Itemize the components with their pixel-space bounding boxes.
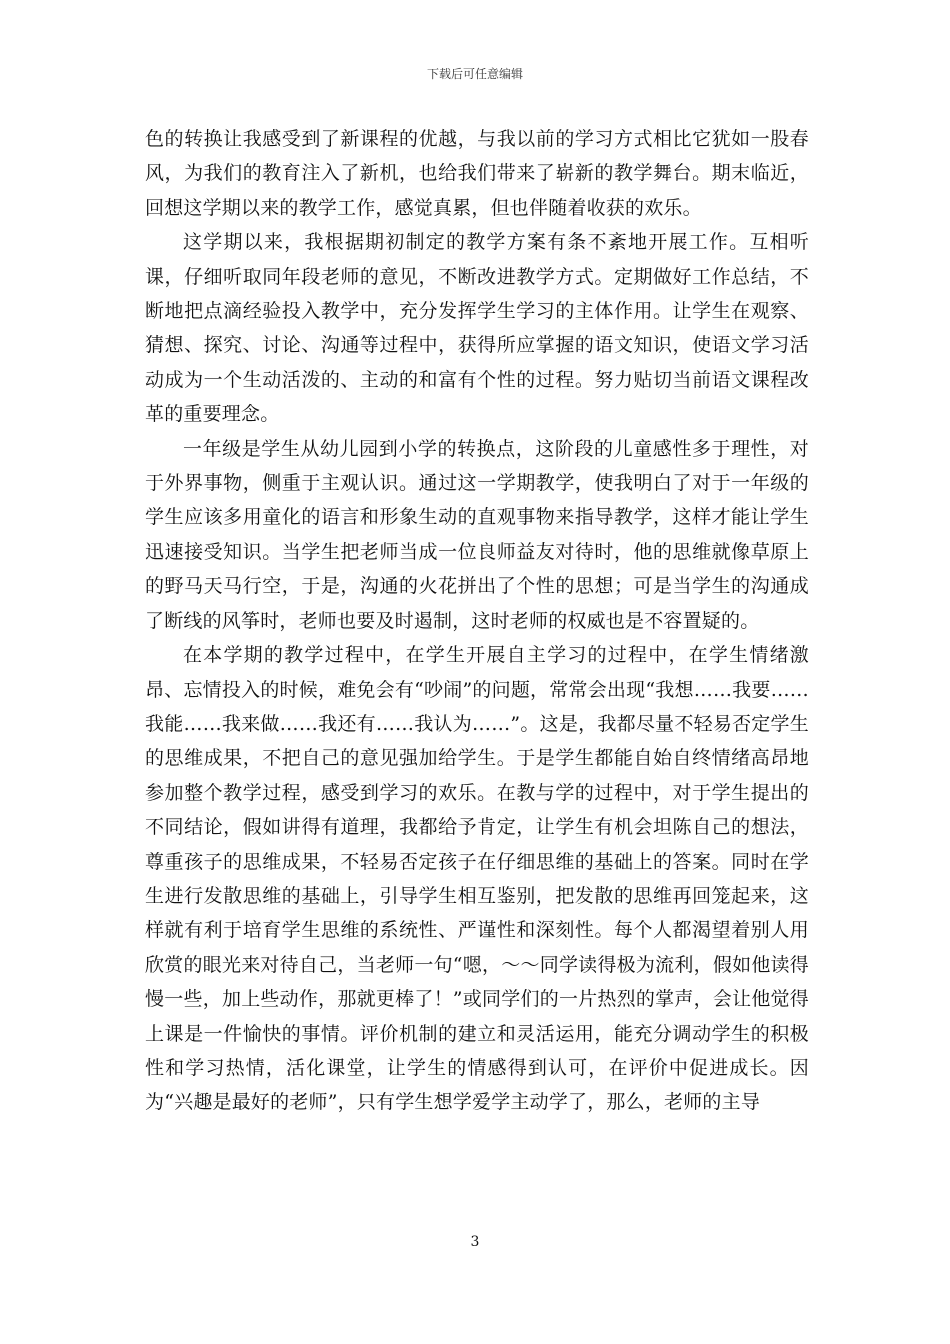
paragraph-teaching-process: 在本学期的教学过程中，在学生开展自主学习的过程中，在学生情绪激昂、忘情投入的时候，难免会有“吵闹”的问题，常常会出现“我想……我要……我能……我来做……我还有……我认为……”。这是，我都尽量不轻易否定学生的思维成果，不把自己的意见强加给学生。于是学生都能自始自终情绪高昂地参加整个教学过程，感受到学习的欢乐。在教与学的过程中，对于学生提出的不同结论，假如讲得有道理，我都给予肯定，让学生有机会坦陈自己的想法，尊重孩子的思维成果，不轻易否定孩子在仔细思维的基础上的答案。同时在学生进行发散思维的基础上，引导学生相互鉴别，把发散的思维再回笼起来，这样就有利于培育学生思维的系统性、严谨性和深刻性。每个人都渴望着别人用欣赏的眼光来对待自己，当老师一句“嗯，～～同学读得极为流利，假如他读得慢一些，加上些动作，那就更棒了！”或同学们的一片热烈的掌声，会让他觉得上课是一件愉快的事情。评价机制的建立和灵活运用，能充分调动学生的积极性和学习热情，活化课堂，让学生的情感得到认可，在评价中促进成长。因为“兴趣是最好的老师”，只有学生想学爱学主动学了，那么，老师的主导 xyxy=(145,644,809,1114)
page-number: 3 xyxy=(470,1234,480,1250)
paragraph-teaching-plan: 这学期以来，我根据期初制定的教学方案有条不紊地开展工作。互相听课，仔细听取同年段老师的意见，不断改进教学方式。定期做好工作总结，不断地把点滴经验投入教学中，充分发挥学生学习的主体作用。让学生在观察、猜想、探究、讨论、沟通等过程中，获得所应掌握的语文知识，使语文学习活动成为一个生动活泼的、主动的和富有个性的过程。努力贴切当前语文课程改革的重要理念。 xyxy=(145,231,809,426)
page-header: 下载后可任意编辑 xyxy=(426,67,523,81)
paragraph-continuation: 色的转换让我感受到了新课程的优越，与我以前的学习方式相比它犹如一股春风，为我们的教育注入了新机，也给我们带来了崭新的教学舞台。期末临近，回想这学期以来的教学工作，感觉真累，但也伴随着收获的欢乐。 xyxy=(145,128,809,219)
document-body xyxy=(145,122,809,1120)
paragraph-first-grade: 一年级是学生从幼儿园到小学的转换点，这阶段的儿童感性多于理性，对于外界事物，侧重于主观认识。通过这一学期教学，使我明白了对于一年级的学生应该多用童化的语言和形象生动的直观事物来指导教学，这样才能让学生迅速接受知识。当学生把老师当成一位良师益友对待时，他的思维就像草原上的野马天马行空，于是，沟通的火花拼出了个性的思想；可是当学生的沟通成了断线的风筝时，老师也要及时遏制，这时老师的权威也是不容置疑的。 xyxy=(145,437,809,632)
